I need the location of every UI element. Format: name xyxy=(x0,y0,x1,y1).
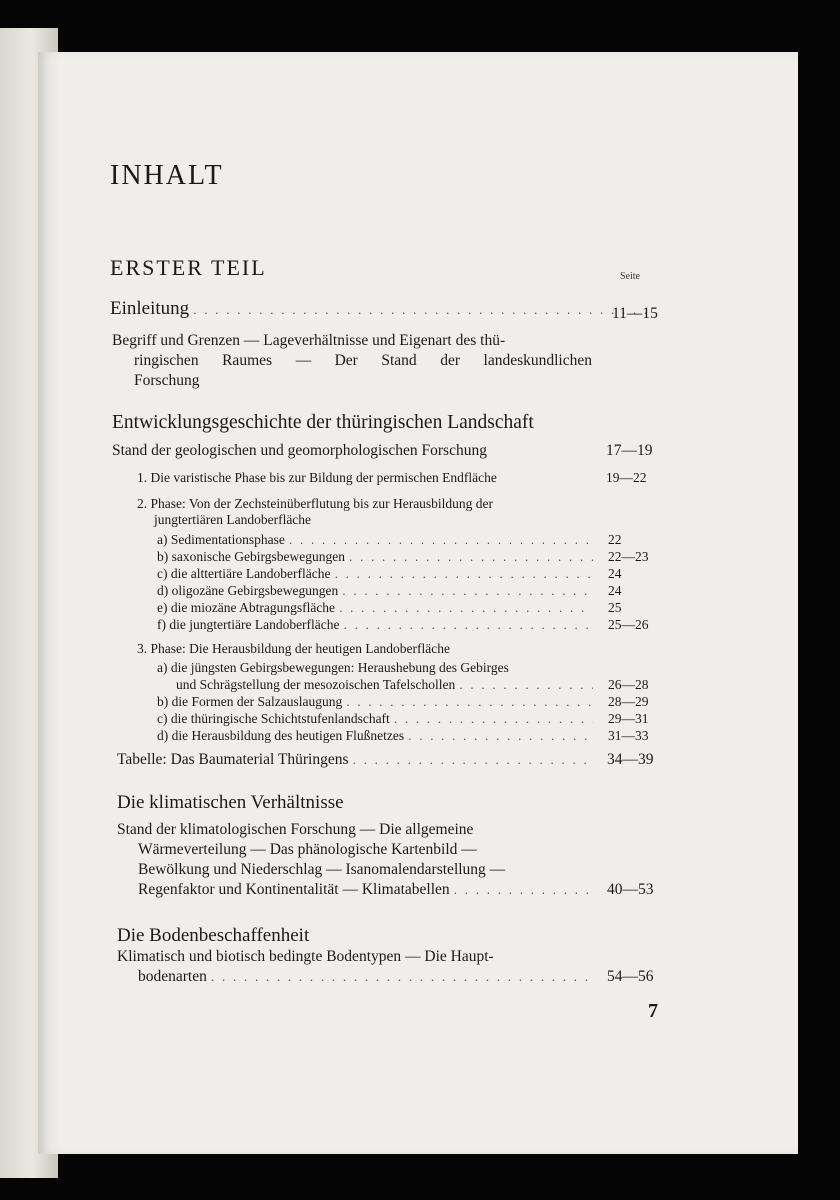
toc-entry-pages: 17—19 xyxy=(606,442,653,459)
toc-entry-label: Tabelle: Das Baumaterial Thüringens xyxy=(117,751,349,768)
toc-entry-label: Stand der geologischen und geomorphologischen Forschung xyxy=(112,442,487,459)
toc-entry-label: 3. Phase: Die Herausbildung der heutigen Landoberfläche xyxy=(137,641,451,656)
dot-leader xyxy=(394,713,593,726)
toc-entry-label: jungtertiären Landoberfläche xyxy=(154,512,312,527)
dot-leader xyxy=(193,304,656,317)
toc-entry-label: b) die Formen der Salzauslaugung xyxy=(157,694,343,709)
toc-desc-line: ringischen Raumes — Der Stand der landeskundlichen xyxy=(134,352,592,369)
dot-leader xyxy=(342,585,593,598)
toc-desc-line: Stand der klimatologischen Forschung — Die allgemeine xyxy=(117,821,474,838)
toc-entry-pages: 54—56 xyxy=(607,968,654,985)
toc-entry-label: c) die thüringische Schichtstufenlandschaft xyxy=(157,711,390,726)
section-heading: Entwicklungsgeschichte der thüringischen Landschaft xyxy=(112,412,534,433)
toc-entry-label: d) die Herausbildung des heutigen Flußnetzes xyxy=(157,728,405,743)
toc-entry-pages: 24 xyxy=(608,583,622,598)
dot-leader xyxy=(335,568,593,581)
toc-subentry xyxy=(157,583,597,599)
toc-entry-label: b) saxonische Gebirgsbewegungen xyxy=(157,549,345,564)
toc-desc-line: Wärmeverteilung — Das phänologische Kartenbild — xyxy=(138,841,477,858)
toc-title: INHALT xyxy=(110,160,224,191)
dot-leader xyxy=(353,754,594,767)
toc-entry-pages: 25—26 xyxy=(608,617,649,632)
toc-desc-line: Forschung xyxy=(134,372,200,389)
section-heading: Die klimatischen Verhältnisse xyxy=(117,792,344,813)
toc-desc-line: Regenfaktor und Kontinentalität — Klimatabellen xyxy=(138,881,450,898)
toc-subentry xyxy=(176,677,597,693)
toc-entry-label: f) die jungtertiäre Landoberfläche xyxy=(157,617,340,632)
toc-entry-pages: 11—15 xyxy=(612,305,658,322)
dot-leader xyxy=(344,619,593,632)
dot-leader xyxy=(211,971,593,984)
section-heading: Die Bodenbeschaffenheit xyxy=(117,925,310,946)
dot-leader xyxy=(459,679,593,692)
dot-leader xyxy=(339,602,593,615)
toc-entry-einleitung xyxy=(110,298,660,320)
part-heading: ERSTER TEIL xyxy=(110,255,267,280)
toc-subentry xyxy=(157,532,597,548)
toc-subentry xyxy=(157,728,597,744)
toc-subentry xyxy=(157,566,597,582)
dot-leader xyxy=(408,730,593,743)
toc-entry-label: c) die alttertiäre Landoberfläche xyxy=(157,566,331,581)
toc-subentry xyxy=(157,549,597,565)
toc-entry-label: 2. Phase: Von der Zechsteinüberflutung bis zur Herausbildung der xyxy=(137,496,494,511)
toc-desc-row xyxy=(138,881,597,899)
toc-entry-pages: 40—53 xyxy=(607,881,654,898)
dot-leader xyxy=(346,696,593,709)
toc-entry-pages: 22—23 xyxy=(608,549,649,564)
toc-desc-row xyxy=(138,968,597,986)
toc-entry-label: a) die jüngsten Gebirgsbewegungen: Heraushebung des Gebirges xyxy=(157,660,509,675)
page-column-label: Seite xyxy=(620,271,640,282)
page-number: 7 xyxy=(648,1000,658,1022)
toc-entry-pages: 25 xyxy=(608,600,622,615)
toc-desc-line: bodenarten xyxy=(138,968,207,985)
toc-subentry xyxy=(157,600,597,616)
toc-entry-label: Einleitung xyxy=(110,298,190,319)
toc-entry-label: 1. Die varistische Phase bis zur Bildung der permischen Endfläche xyxy=(137,470,497,485)
toc-entry-pages: 24 xyxy=(608,566,622,581)
dot-leader xyxy=(289,534,593,547)
toc-subentry xyxy=(157,694,597,710)
toc-entry-label: e) die miozäne Abtragungsfläche xyxy=(157,600,336,615)
toc-entry-label: a) Sedimentationsphase xyxy=(157,532,285,547)
toc-desc-line: Bewölkung und Niederschlag — Isanomalendarstellung — xyxy=(138,861,506,878)
toc-entry-label: d) oligozäne Gebirgsbewegungen xyxy=(157,583,339,598)
toc-entry-label: und Schrägstellung der mesozoischen Tafelschollen xyxy=(176,677,456,692)
toc-entry-pages: 31—33 xyxy=(608,728,649,743)
toc-entry-pages: 28—29 xyxy=(608,694,649,709)
toc-desc-line: Begriff und Grenzen — Lageverhältnisse und Eigenart des thü- xyxy=(112,332,506,349)
dot-leader xyxy=(454,884,593,897)
toc-entry-pages: 29—31 xyxy=(608,711,649,726)
toc-entry-pages: 34—39 xyxy=(607,751,654,768)
toc-entry-tabelle xyxy=(117,751,597,769)
toc-subentry xyxy=(157,711,597,727)
dot-leader xyxy=(349,551,593,564)
toc-entry-pages: 22 xyxy=(608,532,622,547)
toc-subentry xyxy=(157,617,597,633)
toc-desc-line: Klimatisch und biotisch bedingte Bodentypen — Die Haupt- xyxy=(117,948,494,965)
toc-entry-pages: 19—22 xyxy=(606,470,647,485)
toc-entry-pages: 26—28 xyxy=(608,677,649,692)
